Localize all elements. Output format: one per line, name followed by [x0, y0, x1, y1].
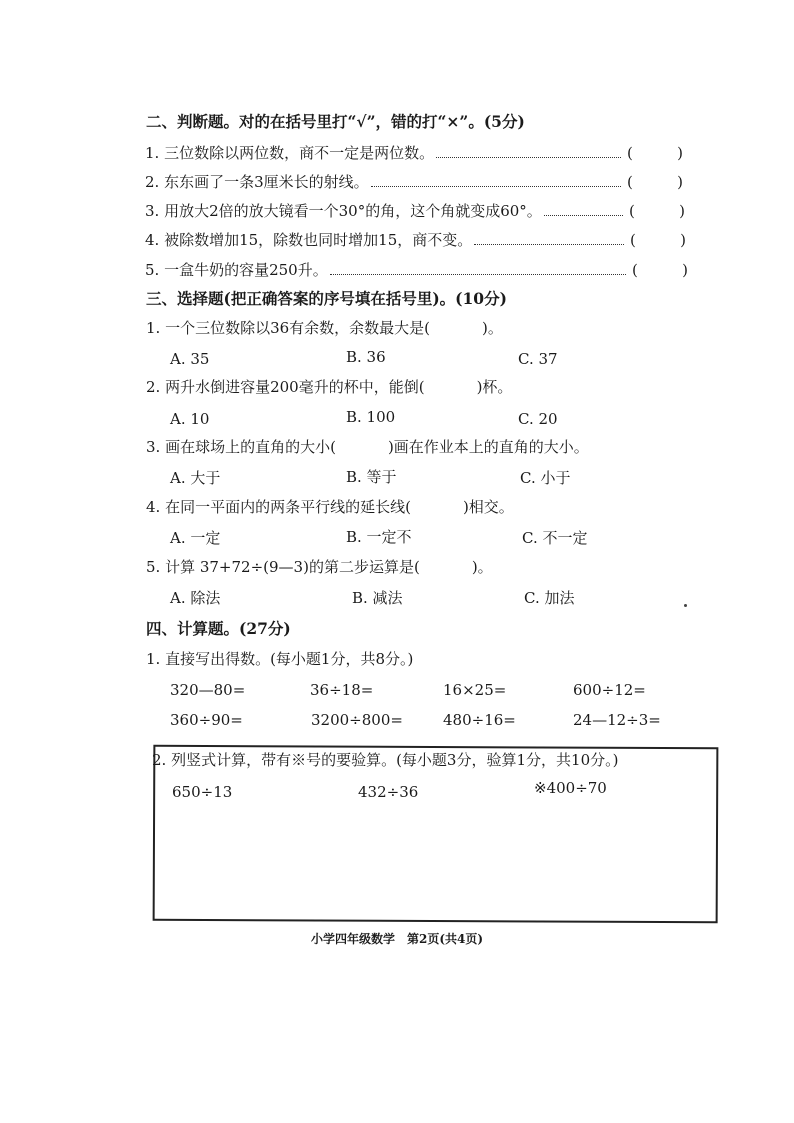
mc-question-1: 1. 一个三位数除以36有余数，余数最大是( )。	[146, 319, 503, 337]
mc-option-2b: B. 100	[346, 408, 396, 426]
mc-option-3a: A. 大于	[170, 469, 221, 487]
section3-title: 三、选择题(把正确答案的序号填在括号里)。(10分)	[146, 289, 507, 308]
oral-problem: 24—12÷3=	[573, 711, 661, 729]
answer-paren[interactable]: ( )	[632, 261, 688, 279]
scan-speck	[684, 604, 687, 607]
answer-paren[interactable]: ( )	[630, 231, 686, 249]
oral-problem: 3200÷800=	[311, 711, 403, 729]
tf-item-3	[145, 201, 685, 221]
vertical-problem: 432÷36	[358, 783, 419, 801]
mc-option-5c: C. 加法	[524, 589, 575, 607]
answer-paren[interactable]: ( )	[629, 202, 685, 220]
dot-leader	[474, 243, 624, 245]
vertical-problem: ※400÷70	[534, 779, 607, 797]
mc-option-4c: C. 不一定	[522, 529, 588, 547]
tf-item-text: 3. 用放大2倍的放大镜看一个30°的角，这个角就变成60°。	[145, 202, 542, 220]
tf-item-1	[145, 143, 683, 163]
oral-problem: 320—80=	[170, 681, 246, 699]
mc-question-4: 4. 在同一平面内的两条平行线的延长线( )相交。	[146, 498, 514, 516]
section2-title: 二、判断题。对的在括号里打“√”，错的打“×”。(5分)	[146, 112, 525, 131]
mc-option-4b: B. 一定不	[346, 528, 412, 546]
part2-title: 2. 列竖式计算，带有※号的要验算。(每小题3分，验算1分，共10分。)	[152, 751, 619, 769]
mc-option-1a: A. 35	[170, 350, 210, 368]
part1-title: 1. 直接写出得数。(每小题1分，共8分。)	[146, 650, 414, 668]
oral-problem: 480÷16=	[443, 711, 516, 729]
mc-question-5: 5. 计算 37+72÷(9—3)的第二步运算是( )。	[146, 558, 493, 576]
mc-option-3b: B. 等于	[346, 468, 397, 486]
page-footer: 小学四年级数学 第2页(共4页)	[310, 932, 484, 946]
dot-leader	[330, 273, 626, 275]
tf-item-text: 4. 被除数增加15，除数也同时增加15，商不变。	[145, 231, 473, 249]
mc-question-3: 3. 画在球场上的直角的大小( )画在作业本上的直角的大小。	[146, 438, 589, 456]
dot-leader	[436, 156, 621, 158]
mc-option-2a: A. 10	[170, 410, 210, 428]
tf-item-2	[145, 172, 683, 192]
mc-option-5a: A. 除法	[170, 589, 221, 607]
mc-option-5b: B. 减法	[352, 589, 403, 607]
mc-option-1c: C. 37	[518, 350, 558, 368]
mc-option-1b: B. 36	[346, 348, 386, 366]
section4-title: 四、计算题。(27分)	[146, 619, 291, 638]
dot-leader	[544, 214, 623, 216]
oral-problem: 36÷18=	[310, 681, 374, 699]
mc-option-3c: C. 小于	[520, 469, 571, 487]
mc-option-4a: A. 一定	[170, 529, 221, 547]
tf-item-5	[145, 260, 688, 280]
vertical-problem: 650÷13	[172, 783, 233, 801]
oral-problem: 600÷12=	[573, 681, 646, 699]
mc-option-2c: C. 20	[518, 410, 558, 428]
oral-problem: 16×25=	[443, 681, 507, 699]
vertical-calc-box	[153, 745, 719, 923]
tf-item-4	[145, 230, 686, 250]
tf-item-text: 2. 东东画了一条3厘米长的射线。	[145, 173, 369, 191]
answer-paren[interactable]: ( )	[627, 173, 683, 191]
mc-question-2: 2. 两升水倒进容量200毫升的杯中，能倒( )杯。	[146, 378, 513, 396]
tf-item-text: 5. 一盒牛奶的容量250升。	[145, 261, 328, 279]
answer-paren[interactable]: ( )	[627, 144, 683, 162]
tf-item-text: 1. 三位数除以两位数，商不一定是两位数。	[145, 144, 435, 162]
dot-leader	[371, 185, 621, 187]
oral-problem: 360÷90=	[170, 711, 243, 729]
